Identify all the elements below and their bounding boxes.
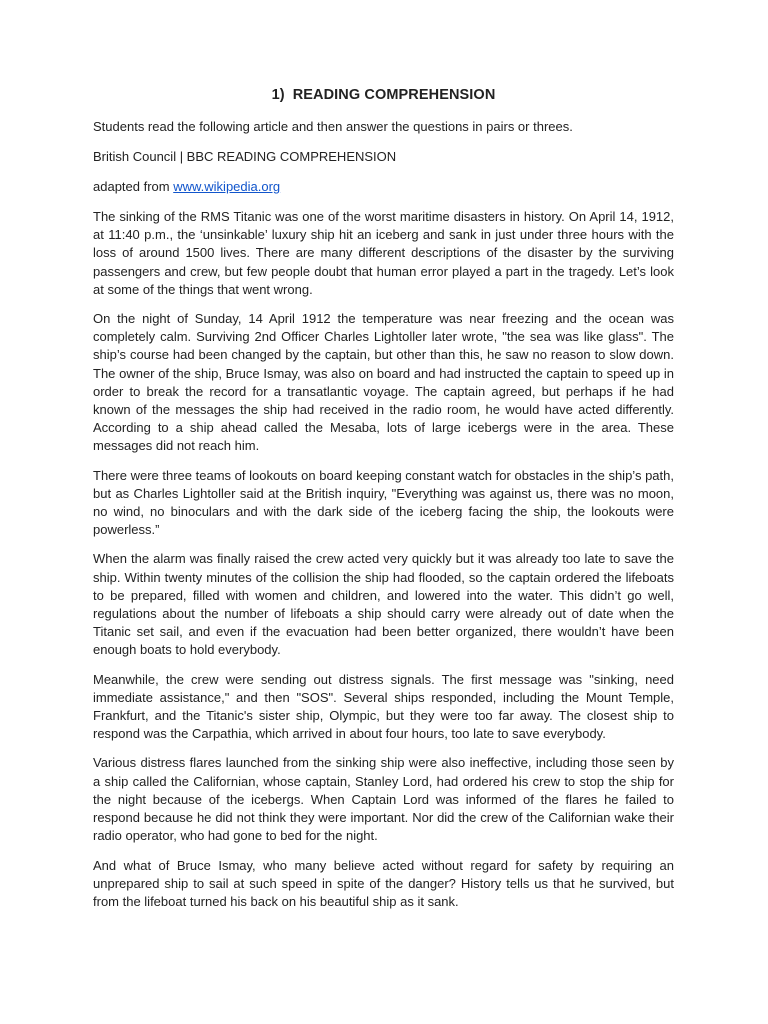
- source-line: British Council | BBC READING COMPREHENSION: [93, 149, 397, 164]
- article-paragraph-5: Meanwhile, the crew were sending out distress signals. The first message was "sinking, need immediate assistance," and then "SOS". Several ships responded, including the Mount Temple, Frankfurt, and the Titanic's sister ship, Olympic, but they were too far away. The closest ship to respond was the Carpathia, which arrived in about four hours, too late to save everybody.: [93, 671, 674, 742]
- adapted-from-line: [93, 178, 674, 196]
- wikipedia-link[interactable]: www.wikipedia.org: [173, 179, 281, 194]
- article-paragraph-1: The sinking of the RMS Titanic was one of the worst maritime disasters in history. On April 14, 1912, at 11:40 p.m., the ‘unsinkable’ luxury ship hit an iceberg and sank in just under three hours with the loss of around 1500 lives. There are many different descriptions of the disaster by the surviving passengers and crew, but few people doubt that human error played a part in the tragedy. Let’s look at some of the things that went wrong.: [93, 209, 674, 297]
- article-paragraph-4: When the alarm was finally raised the crew acted very quickly but it was already too late to save the ship. Within twenty minutes of the collision the ship had flooded, so the captain ordered the lifeboats to be prepared, filled with women and children, and lowered into the water. This didn’t go well, regulations about the number of lifeboats a ship should carry were already out of date when the Titanic set sail, and even if the evacuation had been better organized, there wouldn’t have been enough boats to hold everybody.: [93, 551, 674, 658]
- intro-text: Students read the following article and then answer the questions in pairs or threes.: [93, 119, 573, 134]
- heading-text: READING COMPREHENSION: [292, 87, 496, 103]
- article-paragraph-6: Various distress flares launched from the sinking ship were also ineffective, including those seen by a ship called the Californian, whose captain, Stanley Lord, had ordered his crew to stop the ship for the night because of the icebergs. When Captain Lord was informed of the flares he failed to respond because he did not think they were important. Nor did the crew of the Californian wake their radio operator, who had gone to bed for the night.: [93, 755, 674, 844]
- page-title: [93, 86, 674, 104]
- heading-number: 1): [271, 87, 285, 103]
- article-paragraph-3: There were three teams of lookouts on board keeping constant watch for obstacles in the ship’s path, but as Charles Lightoller said at the British inquiry, "Everything was against us, there was no moon, no wind, no binoculars and with the dark side of the iceberg facing the ship, the lookouts were powerless.”: [93, 467, 674, 538]
- adapted-prefix: adapted from: [93, 179, 174, 194]
- article-paragraph-7: And what of Bruce Ismay, who many believe acted without regard for safety by requiring an unprepared ship to sail at such speed in spite of the danger? History tells us that he survived, but from the lifeboat turned his back on his beautiful ship as it sank.: [93, 857, 674, 909]
- article-paragraph-2: On the night of Sunday, 14 April 1912 the temperature was near freezing and the ocean was completely calm. Surviving 2nd Officer Charles Lightoller later wrote, "the sea was like glass". The ship’s course had been changed by the captain, but other than this, he saw no reason to slow down. The owner of the ship, Bruce Ismay, was also on board and had instructed the captain to speed up in order to break the record for a transatlantic voyage. The captain agreed, but perhaps if he had known of the messages the ship had received in the radio room, he would have acted differently. According to a ship ahead called the Mesaba, lots of large icebergs were in the area. These messages did not reach him.: [93, 311, 674, 454]
